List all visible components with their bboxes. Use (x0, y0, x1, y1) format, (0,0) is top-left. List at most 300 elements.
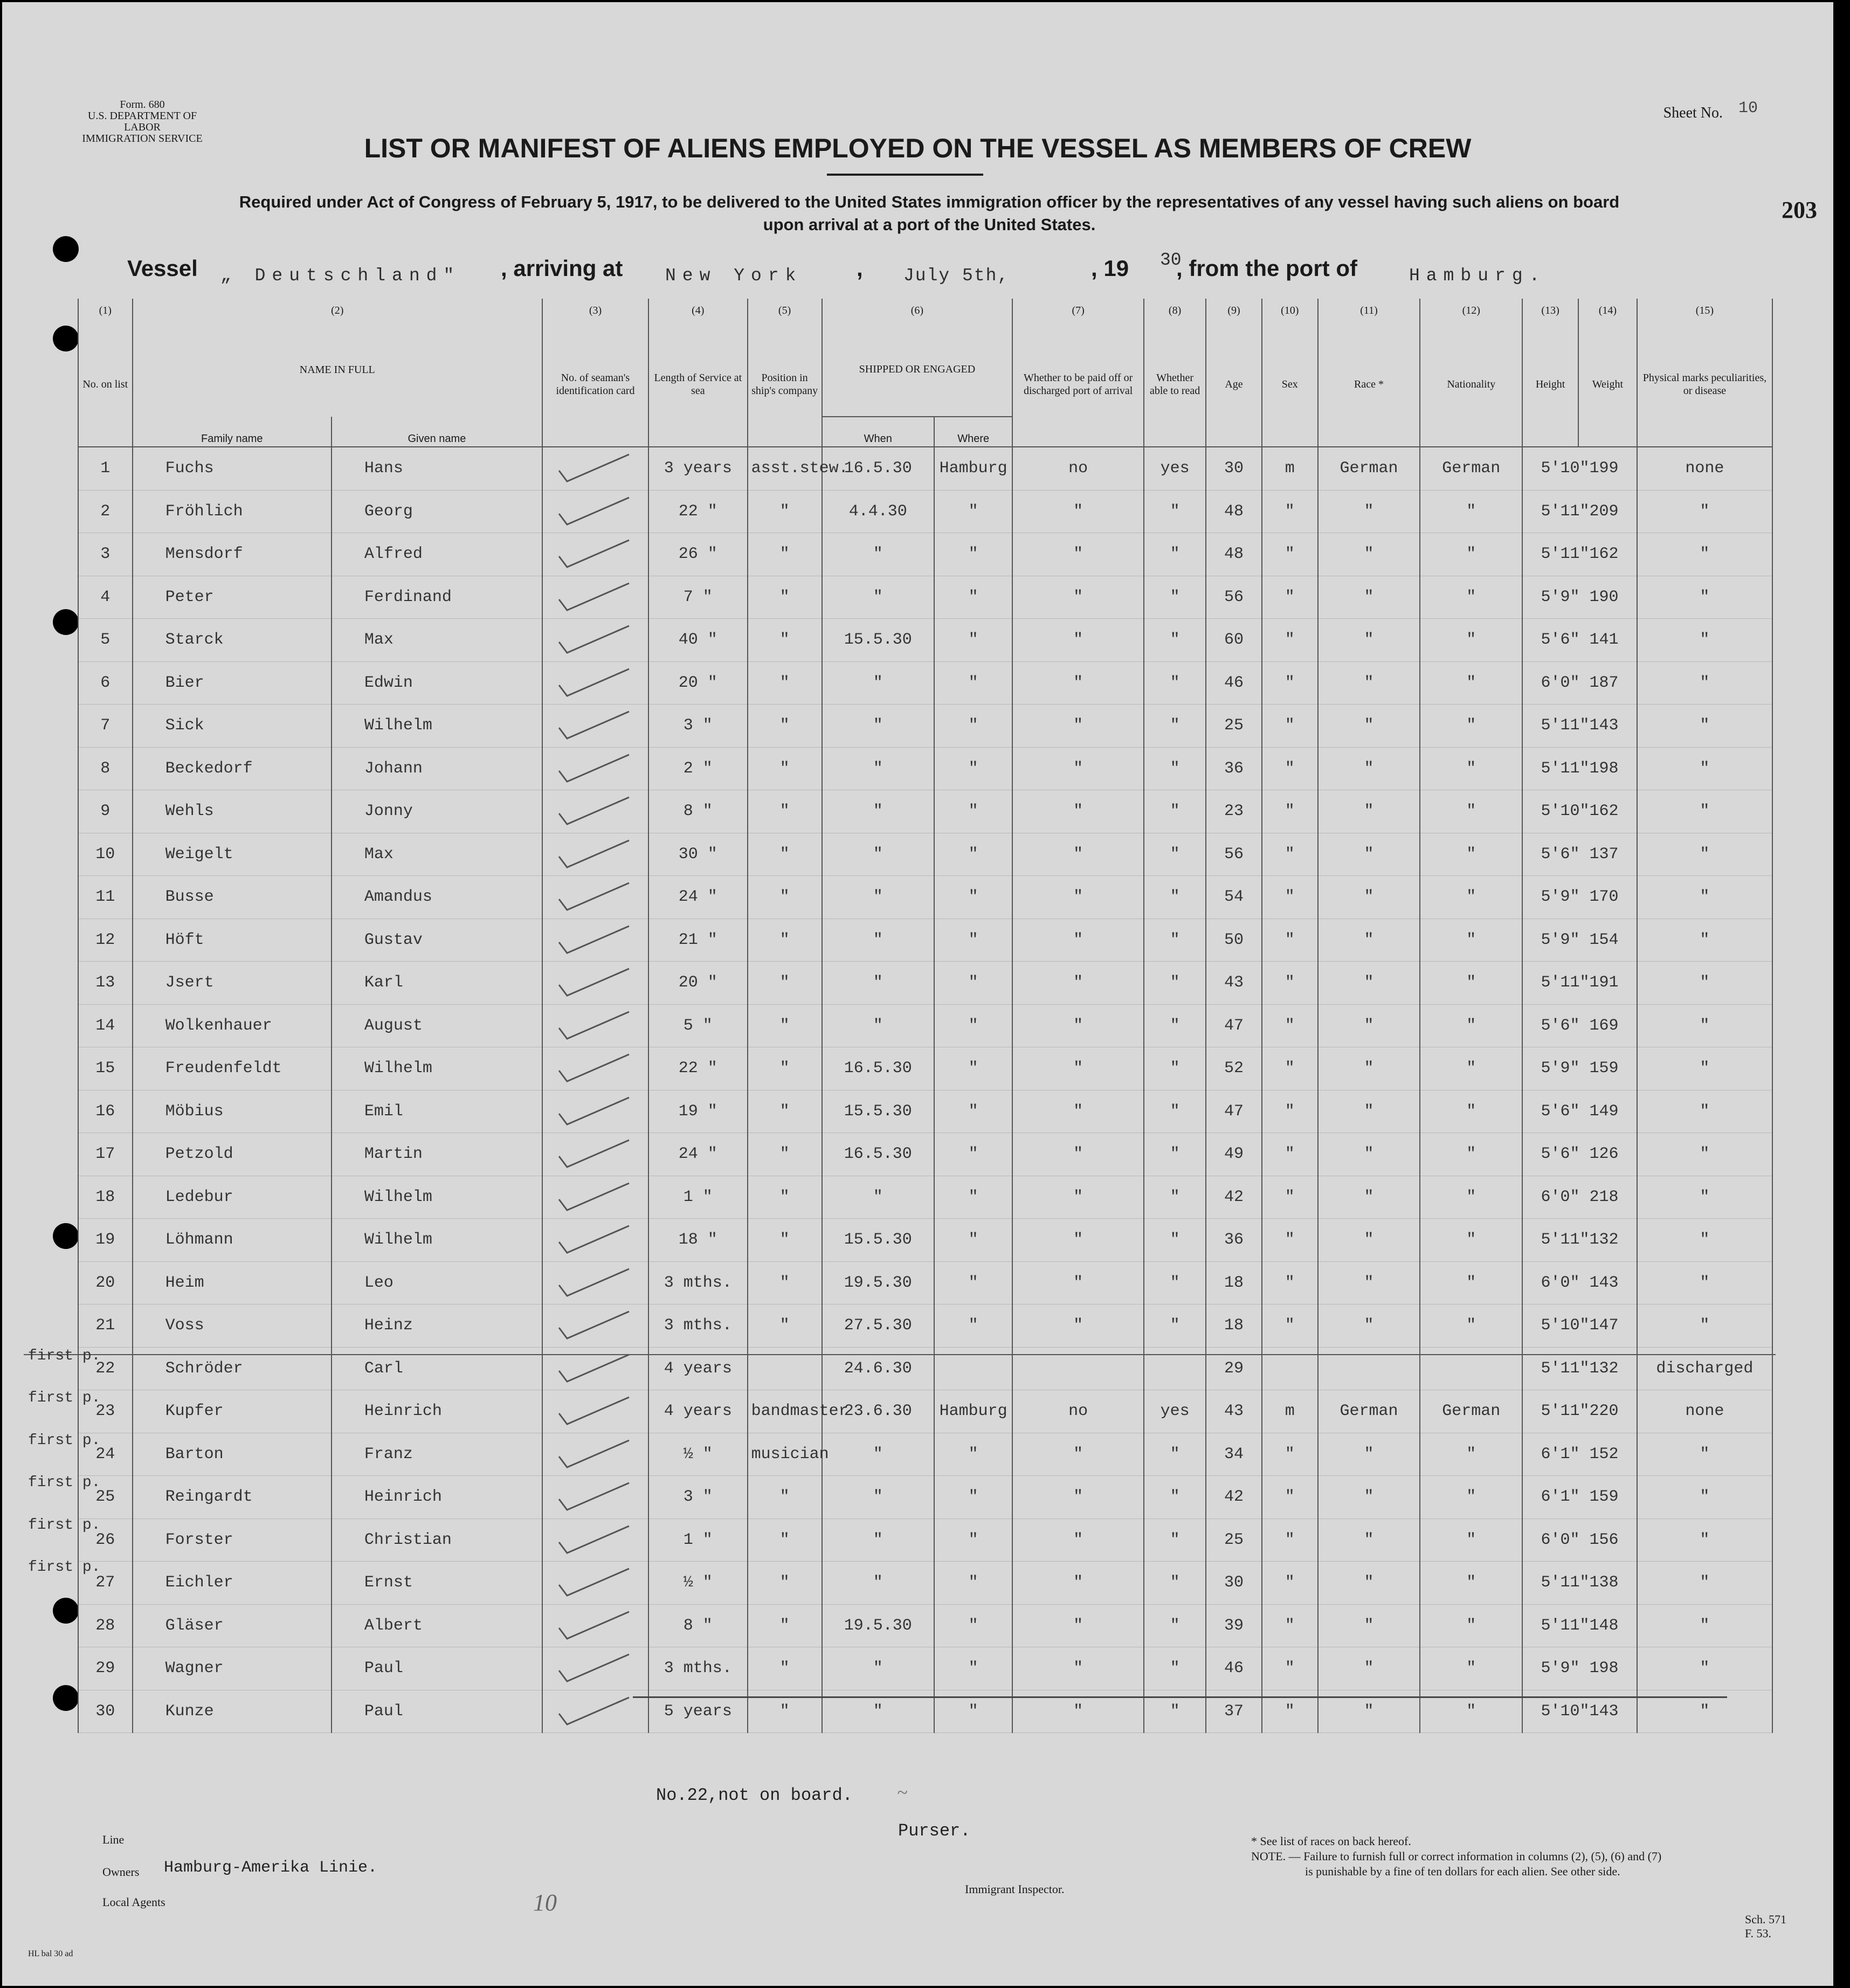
cell-sex: " (1262, 833, 1318, 876)
cell-height-weight: 5'10"199 (1522, 447, 1637, 490)
cell-service: 4 years (648, 1390, 748, 1433)
cell-read (1144, 1347, 1206, 1390)
cell-age: 43 (1206, 1390, 1262, 1433)
table-row (78, 576, 1772, 619)
arrival-date-value: July 5th, (903, 266, 1010, 286)
cell-position: bandmaster (748, 1390, 822, 1433)
cell-paid: " (1012, 1604, 1144, 1647)
cell-race: " (1318, 576, 1420, 619)
cell-marks: " (1637, 919, 1772, 962)
cell-age: 56 (1206, 576, 1262, 619)
cell-service: 8 " (648, 790, 748, 833)
table-row (78, 1261, 1772, 1304)
vessel-name-value: „ Deutschland" (220, 266, 461, 286)
cell-service: 24 " (648, 876, 748, 919)
cell-nationality: " (1420, 619, 1522, 662)
cell-given: Karl (332, 962, 542, 1005)
vessel-label: Vessel (127, 256, 198, 281)
cell-height-weight: 5'11"132 (1522, 1347, 1637, 1390)
crew-table (78, 299, 1773, 1733)
cell-no: 27 (78, 1562, 133, 1605)
cell-where: " (934, 1518, 1012, 1562)
footnote-races: * See list of races on back hereof. (1251, 1834, 1411, 1848)
cell-no: 16 (78, 1090, 133, 1133)
header-seaman-id: No. of seaman's identification card (542, 322, 648, 447)
table-row (78, 1176, 1772, 1219)
cell-sex: " (1262, 619, 1318, 662)
cell-marks: " (1637, 747, 1772, 790)
sheet-stamp: 203 (1782, 197, 1817, 223)
cell-read: yes (1144, 447, 1206, 490)
cell-race: German (1318, 447, 1420, 490)
check-mark-icon (554, 452, 634, 484)
cell-no: 25 (78, 1476, 133, 1519)
cell-given: Amandus (332, 876, 542, 919)
seaman-id-check (542, 490, 648, 533)
cell-nationality: German (1420, 1390, 1522, 1433)
cell-age: 36 (1206, 1219, 1262, 1262)
header-paid-off: Whether to be paid off or discharged port of arrival (1012, 322, 1144, 447)
cell-paid: " (1012, 1433, 1144, 1476)
cell-where: " (934, 705, 1012, 748)
cell-service: 3 " (648, 705, 748, 748)
cell-where: Hamburg (934, 1390, 1012, 1433)
cell-sex: " (1262, 962, 1318, 1005)
year-value: 30 (1160, 250, 1182, 270)
cell-read: " (1144, 1219, 1206, 1262)
header-given-name: Given name (332, 417, 542, 447)
cell-where: " (934, 1090, 1012, 1133)
header-length-service: Length of Service at sea (648, 322, 748, 447)
cell-age: 25 (1206, 705, 1262, 748)
cell-family: Forster (133, 1518, 332, 1562)
cell-given: Jonny (332, 790, 542, 833)
col-num: (14) (1578, 299, 1637, 322)
cell-paid: " (1012, 790, 1144, 833)
cell-race: " (1318, 962, 1420, 1005)
cell-nationality: " (1420, 661, 1522, 705)
cell-age: 39 (1206, 1604, 1262, 1647)
cell-height-weight: 5'6" 149 (1522, 1090, 1637, 1133)
cell-when: 27.5.30 (822, 1304, 934, 1348)
cell-sex: m (1262, 447, 1318, 490)
cell-nationality: " (1420, 1518, 1522, 1562)
check-mark-icon (554, 795, 634, 827)
cell-height-weight: 5'10"162 (1522, 790, 1637, 833)
table-row (78, 1476, 1772, 1519)
cell-service: 26 " (648, 533, 748, 576)
cell-sex: " (1262, 490, 1318, 533)
cell-height-weight: 5'6" 141 (1522, 619, 1637, 662)
cell-read: " (1144, 1004, 1206, 1047)
cell-no: 19 (78, 1219, 133, 1262)
cell-no: 18 (78, 1176, 133, 1219)
cell-age: 54 (1206, 876, 1262, 919)
table-row (78, 919, 1772, 962)
cell-where: " (934, 576, 1012, 619)
punch-hole (53, 236, 79, 262)
cell-given: Wilhelm (332, 1047, 542, 1090)
cell-marks: " (1637, 705, 1772, 748)
cell-family: Peter (133, 576, 332, 619)
col-num: (7) (1012, 299, 1144, 322)
cell-position: musician (748, 1433, 822, 1476)
check-mark-icon (554, 1523, 634, 1556)
cell-given: Ferdinand (332, 576, 542, 619)
cell-age: 48 (1206, 490, 1262, 533)
table-row (78, 1219, 1772, 1262)
cell-given: Carl (332, 1347, 542, 1390)
cell-marks: " (1637, 661, 1772, 705)
cell-paid: no (1012, 447, 1144, 490)
table-row (78, 790, 1772, 833)
cell-nationality: " (1420, 790, 1522, 833)
schedule-mark (1745, 1913, 1786, 1941)
cell-family: Wehls (133, 790, 332, 833)
cell-no: 4 (78, 576, 133, 619)
table-row (78, 876, 1772, 919)
check-mark-icon (554, 752, 634, 784)
cell-when: 15.5.30 (822, 1219, 934, 1262)
cell-no: 10 (78, 833, 133, 876)
cell-age: 18 (1206, 1304, 1262, 1348)
cell-service: 8 " (648, 1604, 748, 1647)
cell-family: Bier (133, 661, 332, 705)
cell-age: 47 (1206, 1004, 1262, 1047)
table-row (78, 1090, 1772, 1133)
cell-age: 52 (1206, 1047, 1262, 1090)
cell-nationality: " (1420, 747, 1522, 790)
check-mark-icon (554, 1009, 634, 1041)
not-on-board-note: No.22,not on board. (656, 1785, 853, 1805)
cell-service: 19 " (648, 1090, 748, 1133)
col-num: (1) (78, 299, 133, 322)
cell-sex: " (1262, 705, 1318, 748)
cell-family: Starck (133, 619, 332, 662)
header-position: Position in ship's company (748, 322, 822, 447)
cell-paid: " (1012, 533, 1144, 576)
col-num: (11) (1318, 299, 1420, 322)
owners-label: Owners (102, 1865, 140, 1879)
cell-race: " (1318, 1476, 1420, 1519)
cell-race: " (1318, 619, 1420, 662)
table-row (78, 619, 1772, 662)
cell-read: " (1144, 962, 1206, 1005)
cell-where: Hamburg (934, 447, 1012, 490)
cell-age: 49 (1206, 1133, 1262, 1176)
cell-marks: none (1637, 447, 1772, 490)
cell-read: " (1144, 705, 1206, 748)
table-row (78, 1562, 1772, 1605)
cell-race: " (1318, 1690, 1420, 1733)
check-mark-icon (554, 1695, 634, 1727)
cell-race: " (1318, 1004, 1420, 1047)
col-num: (9) (1206, 299, 1262, 322)
cell-nationality: " (1420, 1047, 1522, 1090)
cell-race: " (1318, 790, 1420, 833)
cell-no: 7 (78, 705, 133, 748)
table-row (78, 1304, 1772, 1348)
cell-height-weight: 5'9" 190 (1522, 576, 1637, 619)
footnote-penalty: NOTE. — Failure to furnish full or correct information in columns (2), (5), (6) and (7) (1251, 1849, 1662, 1863)
table-row (78, 833, 1772, 876)
cell-position: " (748, 1090, 822, 1133)
cell-position: " (748, 1261, 822, 1304)
seaman-id-check (542, 533, 648, 576)
seaman-id-check (542, 1433, 648, 1476)
cell-position: " (748, 1562, 822, 1605)
cell-nationality (1420, 1347, 1522, 1390)
origin-port-value: Hamburg. (1409, 266, 1547, 286)
cell-service: 21 " (648, 919, 748, 962)
cell-read: " (1144, 790, 1206, 833)
service-name: IMMIGRATION SERVICE (82, 133, 203, 144)
cell-service: 3 mths. (648, 1304, 748, 1348)
cell-marks: " (1637, 1004, 1772, 1047)
cell-age: 30 (1206, 1562, 1262, 1605)
cell-read: " (1144, 619, 1206, 662)
header-where: Where (934, 417, 1012, 447)
col-num: (3) (542, 299, 648, 322)
cell-position: " (748, 1647, 822, 1690)
cell-read: " (1144, 661, 1206, 705)
cell-given: Johann (332, 747, 542, 790)
cell-family: Fuchs (133, 447, 332, 490)
seaman-id-check (542, 747, 648, 790)
cell-race: " (1318, 747, 1420, 790)
cell-family: Kunze (133, 1690, 332, 1733)
cell-where (934, 1347, 1012, 1390)
cell-family: Mensdorf (133, 533, 332, 576)
sheet-number-label: Sheet No. (1663, 105, 1723, 121)
cell-no: 23 (78, 1390, 133, 1433)
cell-age: 42 (1206, 1476, 1262, 1519)
cell-paid: " (1012, 619, 1144, 662)
cell-given: Franz (332, 1433, 542, 1476)
cell-read: " (1144, 1647, 1206, 1690)
cell-position: " (748, 1004, 822, 1047)
header-sex: Sex (1262, 322, 1318, 447)
cell-height-weight: 5'11"148 (1522, 1604, 1637, 1647)
comma: , (857, 256, 863, 281)
cell-race: " (1318, 1047, 1420, 1090)
cell-service: 20 " (648, 962, 748, 1005)
table-row (78, 490, 1772, 533)
cell-given: Leo (332, 1261, 542, 1304)
check-mark-icon (554, 1480, 634, 1513)
cell-family: Barton (133, 1433, 332, 1476)
col-num: (13) (1522, 299, 1578, 322)
cell-family: Wagner (133, 1647, 332, 1690)
cell-service: 18 " (648, 1219, 748, 1262)
header-physical-marks: Physical marks peculiarities, or disease (1637, 322, 1772, 447)
cell-race: " (1318, 1219, 1420, 1262)
cell-service: 40 " (648, 619, 748, 662)
cell-marks: " (1637, 576, 1772, 619)
cell-no: 12 (78, 919, 133, 962)
cell-height-weight: 5'9" 198 (1522, 1647, 1637, 1690)
cell-sex: " (1262, 1433, 1318, 1476)
cell-where: " (934, 1647, 1012, 1690)
cell-no: 15 (78, 1047, 133, 1090)
cell-given: Heinrich (332, 1390, 542, 1433)
cell-race: " (1318, 1518, 1420, 1562)
cell-when: " (822, 790, 934, 833)
cell-where: " (934, 1261, 1012, 1304)
cell-given: August (332, 1004, 542, 1047)
cell-marks: " (1637, 1604, 1772, 1647)
cell-paid: " (1012, 1176, 1144, 1219)
cell-read: " (1144, 1518, 1206, 1562)
cell-position: " (748, 1304, 822, 1348)
cell-position: " (748, 1133, 822, 1176)
cell-when: 15.5.30 (822, 619, 934, 662)
cell-position: " (748, 833, 822, 876)
cell-no: 2 (78, 490, 133, 533)
cell-height-weight: 5'11"162 (1522, 533, 1637, 576)
cell-family: Gläser (133, 1604, 332, 1647)
check-mark-icon (554, 1566, 634, 1598)
cell-given: Max (332, 833, 542, 876)
cell-family: Eichler (133, 1562, 332, 1605)
seaman-id-check (542, 1476, 648, 1519)
cell-no: 14 (78, 1004, 133, 1047)
col-num: (6) (822, 299, 1013, 322)
cell-when: " (822, 576, 934, 619)
cell-read: " (1144, 833, 1206, 876)
cell-paid: " (1012, 490, 1144, 533)
seaman-id-check (542, 1047, 648, 1090)
table-row (78, 1433, 1772, 1476)
side-note-first-page: first p. (28, 1516, 101, 1534)
cell-when: " (822, 1476, 934, 1519)
cell-sex: " (1262, 747, 1318, 790)
cell-nationality: " (1420, 1476, 1522, 1519)
cell-service: 20 " (648, 661, 748, 705)
side-note-first-page: first p. (28, 1474, 101, 1491)
cell-service: 3 mths. (648, 1261, 748, 1304)
cell-service: 7 " (648, 576, 748, 619)
header-no-on-list: No. on list (78, 322, 133, 447)
punch-hole (53, 1598, 79, 1624)
cell-age: 46 (1206, 661, 1262, 705)
cell-marks: discharged (1637, 1347, 1772, 1390)
cell-no: 20 (78, 1261, 133, 1304)
cell-no: 6 (78, 661, 133, 705)
cell-given: Wilhelm (332, 1176, 542, 1219)
cell-sex: " (1262, 1604, 1318, 1647)
cell-nationality: German (1420, 447, 1522, 490)
table-row (78, 1647, 1772, 1690)
cell-when: 16.5.30 (822, 447, 934, 490)
cell-height-weight: 5'9" 170 (1522, 876, 1637, 919)
cell-where: " (934, 1476, 1012, 1519)
cell-family: Löhmann (133, 1219, 332, 1262)
header-height: Height (1522, 322, 1578, 447)
cell-no: 24 (78, 1433, 133, 1476)
cell-paid: " (1012, 876, 1144, 919)
cell-height-weight: 5'11"198 (1522, 747, 1637, 790)
side-note-first-page: first p. (28, 1432, 101, 1449)
cell-position: " (748, 1219, 822, 1262)
cell-where: " (934, 1219, 1012, 1262)
cell-no: 13 (78, 962, 133, 1005)
cell-read: " (1144, 876, 1206, 919)
cell-service: 5 " (648, 1004, 748, 1047)
check-mark-icon (554, 709, 634, 741)
seaman-id-check (542, 1604, 648, 1647)
cell-read: " (1144, 1090, 1206, 1133)
table-row (78, 1518, 1772, 1562)
cell-nationality: " (1420, 533, 1522, 576)
cell-when: " (822, 1176, 934, 1219)
cell-sex: " (1262, 1090, 1318, 1133)
cell-given: Martin (332, 1133, 542, 1176)
cell-marks: " (1637, 490, 1772, 533)
seaman-id-check (542, 790, 648, 833)
department-name: U.S. DEPARTMENT OF LABOR (87, 110, 197, 133)
col-num: (4) (648, 299, 748, 322)
cell-height-weight: 5'11"132 (1522, 1219, 1637, 1262)
cell-when: 24.6.30 (822, 1347, 934, 1390)
col-num: (2) (133, 299, 542, 322)
cell-nationality: " (1420, 1133, 1522, 1176)
cell-height-weight: 6'0" 218 (1522, 1176, 1637, 1219)
seaman-id-check (542, 1176, 648, 1219)
cell-nationality: " (1420, 1176, 1522, 1219)
cell-when: " (822, 876, 934, 919)
cell-sex: " (1262, 1261, 1318, 1304)
cell-marks: " (1637, 1133, 1772, 1176)
cell-sex: " (1262, 1004, 1318, 1047)
seaman-id-check (542, 1090, 648, 1133)
cell-read: " (1144, 490, 1206, 533)
seaman-id-check (542, 619, 648, 662)
cell-race: " (1318, 661, 1420, 705)
cell-when: 23.6.30 (822, 1390, 934, 1433)
line-label: Line (102, 1833, 125, 1846)
year-label: , 19 (1091, 256, 1129, 281)
immigrant-inspector-label: Immigrant Inspector. (965, 1882, 1065, 1896)
cell-position: " (748, 876, 822, 919)
seaman-id-check (542, 876, 648, 919)
cell-height-weight: 5'9" 154 (1522, 919, 1637, 962)
arrival-port (665, 260, 802, 286)
cell-paid: " (1012, 962, 1144, 1005)
cell-no: 5 (78, 619, 133, 662)
cell-where: " (934, 1433, 1012, 1476)
cell-given: Edwin (332, 661, 542, 705)
cell-family: Sick (133, 705, 332, 748)
cell-given: Heinz (332, 1304, 542, 1348)
subtitle-line-2: upon arrival at a port of the United States. (763, 215, 1096, 234)
cell-marks: " (1637, 1647, 1772, 1690)
seaman-id-check (542, 1647, 648, 1690)
cell-paid: " (1012, 1562, 1144, 1605)
cell-service: 3 " (648, 1476, 748, 1519)
cell-service: 24 " (648, 1133, 748, 1176)
cell-marks: none (1637, 1390, 1772, 1433)
cell-nationality: " (1420, 1004, 1522, 1047)
cell-family: Möbius (133, 1090, 332, 1133)
cell-nationality: " (1420, 576, 1522, 619)
cell-sex (1262, 1347, 1318, 1390)
check-mark-icon (554, 1609, 634, 1641)
cell-age: 43 (1206, 962, 1262, 1005)
cell-race: " (1318, 1647, 1420, 1690)
cell-where: " (934, 1004, 1012, 1047)
vessel-name (220, 260, 460, 286)
